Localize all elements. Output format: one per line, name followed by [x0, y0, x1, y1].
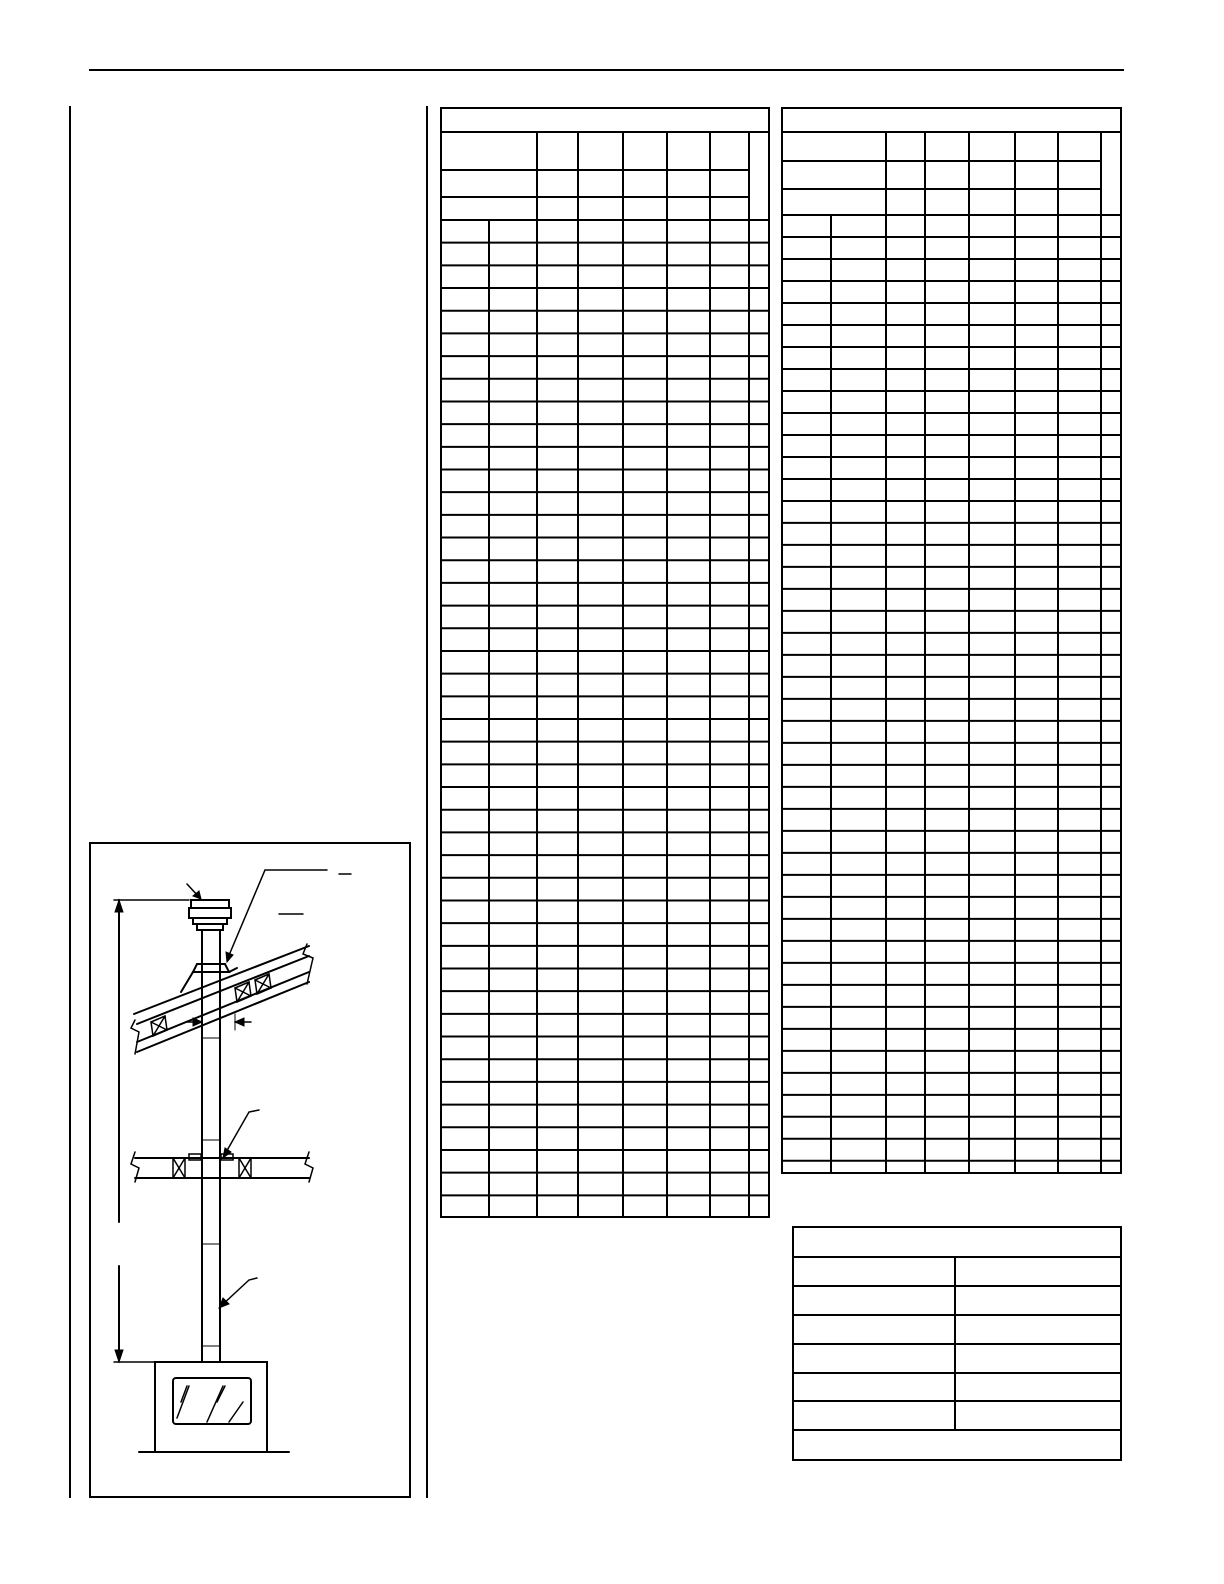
- left-column-rule: [69, 106, 71, 1498]
- table-c-grid: [792, 1226, 1122, 1461]
- table-a: [440, 107, 770, 1218]
- table-b-title: [786, 110, 1116, 128]
- roof-flashing: [193, 964, 229, 972]
- table-c: [792, 1226, 1122, 1461]
- left-column-text: [95, 115, 405, 815]
- chimney-diagram: [89, 842, 411, 1498]
- header-rule: [89, 69, 1124, 71]
- stove-glass: [173, 1378, 251, 1424]
- table-b: [781, 107, 1122, 1174]
- table-a-grid: [440, 107, 770, 1218]
- column-separator-rule: [426, 106, 428, 1498]
- chimney-installation-figure: [89, 842, 411, 1498]
- chimney-cap: [191, 900, 229, 908]
- table-b-grid: [781, 107, 1122, 1174]
- table-a-title: [445, 110, 765, 128]
